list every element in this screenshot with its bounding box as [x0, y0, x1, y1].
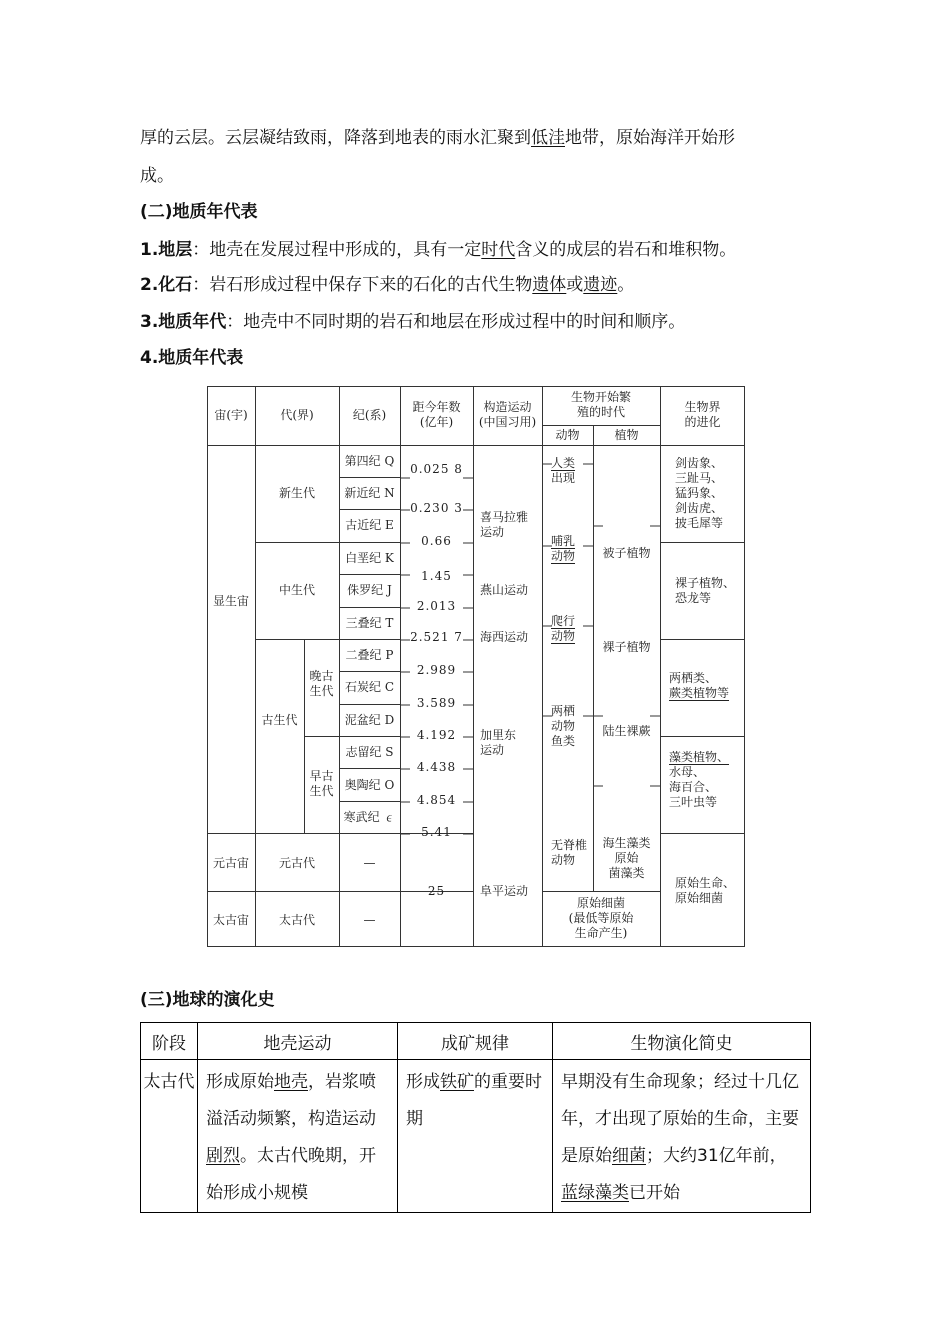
- geo-table-title: 4.地质年代表: [140, 348, 244, 368]
- plant-gymnosperm: 裸子植物: [602, 640, 651, 654]
- text: 形成: [406, 1072, 440, 1092]
- section-heading: (三)地球的演化史: [140, 990, 275, 1010]
- text: 动物: [551, 549, 576, 563]
- text: 剑齿象、: [675, 456, 724, 470]
- text: 运动: [480, 743, 505, 757]
- text: 或: [566, 275, 584, 295]
- header-crust: 地壳运动: [198, 1023, 398, 1060]
- underlined-term: 低洼: [531, 128, 565, 148]
- period-cell: 奥陶纪 O: [344, 778, 395, 792]
- tectonic-caledonian: [480, 728, 516, 758]
- text: 出现: [551, 471, 576, 485]
- header-tectonic: [473, 400, 542, 430]
- text: 殖的时代: [576, 405, 625, 419]
- text: (中国习用): [478, 415, 537, 429]
- period-cell: 三叠纪 T: [345, 616, 394, 630]
- underlined-term: 地壳: [274, 1072, 308, 1092]
- text: 菌藻类: [608, 866, 645, 880]
- text: 披毛犀等: [675, 516, 724, 530]
- cell-bio: [553, 1060, 811, 1213]
- period-cell: 新近纪 N: [344, 486, 395, 500]
- evolution-early-paleozoic: [669, 750, 729, 810]
- era-late-paleozoic: [304, 669, 339, 699]
- text: 人类: [551, 456, 576, 470]
- age-value: 25: [427, 884, 446, 898]
- age-value: 0.230 3: [410, 501, 463, 515]
- era-archean: 太古代: [278, 913, 315, 927]
- era-mesozoic: 中生代: [278, 583, 315, 597]
- text: 原始生命、: [675, 876, 736, 890]
- text: (亿年): [419, 415, 454, 429]
- plant-fern: 陆生裸蕨: [602, 724, 651, 738]
- text: 裸子植物、: [675, 576, 736, 590]
- text: 生代: [309, 784, 334, 798]
- text: 海百合、: [669, 780, 718, 794]
- underlined-term: 细菌: [612, 1146, 646, 1166]
- animal-amphibian: [551, 704, 575, 749]
- term-label: 3.地质年代: [140, 312, 227, 332]
- tectonic-hercynian: 海西运动: [480, 630, 529, 644]
- age-value: 4.438: [416, 760, 457, 774]
- table-row: [141, 1060, 811, 1213]
- text: 运动: [480, 525, 505, 539]
- header-flourish: [542, 390, 660, 420]
- era-early-paleozoic: [304, 769, 339, 799]
- term-label: 2.化石: [140, 275, 193, 295]
- tectonic-fuping: 阜平运动: [480, 884, 529, 898]
- text: ：地壳中不同时期的岩石和地层在形成过程中的时间和顺序。: [226, 312, 686, 332]
- plant-algae: [593, 836, 660, 881]
- underlined-term: 遗迹: [583, 275, 618, 295]
- age-value: 4.854: [416, 793, 457, 807]
- text: ：岩石形成过程中保存下来的石化的古代生物: [192, 275, 533, 295]
- text: 。太古代晚期，开始形成小规模: [206, 1146, 376, 1203]
- evolution-mesozoic: [675, 576, 735, 606]
- text: 形成原始: [206, 1072, 274, 1092]
- period-dash: —: [363, 913, 376, 927]
- text: 已开始: [629, 1183, 680, 1203]
- period-cell: 侏罗纪 J: [347, 583, 392, 597]
- underlined-term: 蓝绿藻类: [561, 1183, 629, 1203]
- text: 猛犸象、: [675, 486, 724, 500]
- definition-fossil: [140, 275, 634, 295]
- header-bio: 生物演化简史: [553, 1023, 811, 1060]
- underlined-term: 时代: [481, 240, 516, 260]
- term-label: 1.地层: [140, 240, 193, 260]
- header-eon: 宙(宇): [214, 408, 248, 422]
- cell-crust: [198, 1060, 398, 1213]
- table-header-row: [141, 1023, 811, 1060]
- text: 海生藻类: [602, 836, 651, 850]
- period-dash: —: [363, 856, 376, 870]
- era-paleozoic: 古生代: [261, 713, 298, 727]
- period-cell: 志留纪 S: [345, 745, 394, 759]
- age-value: 2.521 7: [410, 630, 463, 644]
- text: 生命产生): [574, 926, 628, 940]
- header-age: [400, 400, 473, 430]
- text: 生物界: [684, 400, 721, 414]
- bacteria-origin: [542, 896, 660, 941]
- text: 两栖类、: [669, 671, 718, 685]
- text: 动物: [551, 719, 576, 733]
- text: 三趾马、: [675, 471, 724, 485]
- text: 晚古: [309, 669, 334, 683]
- era-cenozoic: 新生代: [278, 486, 315, 500]
- cell-mineral: [398, 1060, 553, 1213]
- period-cell: 泥盆纪 D: [344, 713, 395, 727]
- text: (最低等原始: [568, 911, 634, 925]
- text: 厚的云层。云层凝结致雨，降落到地表的雨水汇聚到: [140, 128, 531, 148]
- plant-angiosperm: 被子植物: [602, 546, 651, 560]
- animal-fish: 鱼类: [551, 734, 576, 748]
- text: 构造运动: [483, 400, 532, 414]
- text: 蕨类植物等: [669, 686, 730, 700]
- header-plant: 植物: [614, 428, 639, 442]
- cell-stage: 太古代: [141, 1060, 198, 1213]
- header-mineral: 成矿规律: [398, 1023, 553, 1060]
- text: 哺乳: [551, 534, 576, 548]
- header-period: 纪(系): [352, 408, 387, 422]
- text: 早古: [309, 769, 334, 783]
- age-value: 5.41: [421, 825, 452, 839]
- tectonic-yanshan: 燕山运动: [480, 583, 529, 597]
- text: 动物: [551, 629, 576, 643]
- text: ：地壳在发展过程中形成的，具有一定: [192, 240, 482, 260]
- period-cell: 第四纪 Q: [344, 454, 395, 468]
- age-value: 0.66: [421, 534, 452, 548]
- text: 水母、: [669, 765, 706, 779]
- age-value: 0.025 8: [410, 462, 463, 476]
- underlined-term: 遗体: [532, 275, 567, 295]
- evolution-precambrian: [675, 876, 735, 906]
- animal-human: [551, 456, 575, 486]
- age-value: 3.589: [416, 696, 457, 710]
- period-cell: 白垩纪 K: [345, 551, 394, 565]
- text: 距今年数: [412, 400, 461, 414]
- intro-line-1: [140, 128, 735, 148]
- eon-phanerozoic: 显生宙: [212, 594, 249, 608]
- definition-stratum: [140, 240, 736, 260]
- header-evolution: [660, 400, 745, 430]
- text: 恐龙等: [675, 591, 712, 605]
- geologic-time-table: [207, 386, 745, 947]
- text: ，岩浆喷溢活动频繁，构造运动: [206, 1072, 376, 1129]
- period-cell: 寒武纪 ∊: [343, 810, 396, 824]
- animal-mammal: [551, 534, 575, 564]
- text: 加里东: [480, 728, 517, 742]
- text: 生代: [309, 684, 334, 698]
- text: 含义的成层的岩石和堆积物。: [515, 240, 737, 260]
- section-heading: (二)地质年代表: [140, 202, 258, 222]
- age-value: 2.013: [416, 599, 457, 613]
- text: ；大约31亿年前，: [646, 1146, 787, 1166]
- eon-archean: 太古宙: [212, 913, 249, 927]
- text: 的重要时期: [406, 1072, 542, 1129]
- underlined-term: 剧烈: [206, 1146, 240, 1166]
- text: 早期没有生命现象；经过十几亿年，才出现了原始的生命，主要是原始: [561, 1072, 799, 1166]
- eon-proterozoic: 元古宙: [212, 856, 249, 870]
- text: 生物开始繁: [570, 390, 631, 404]
- text: 爬行: [551, 614, 576, 628]
- earth-evolution-table: [140, 1022, 811, 1213]
- text: 三叶虫等: [669, 795, 718, 809]
- text: 原始细菌: [675, 891, 724, 905]
- text: 原始细菌: [576, 896, 625, 910]
- text: 两栖: [551, 704, 576, 718]
- definition-geologic-time: [140, 312, 685, 332]
- header-era: 代(界): [280, 408, 314, 422]
- text: 动物: [551, 853, 576, 867]
- text: 原始: [614, 851, 639, 865]
- header-animal: 动物: [555, 428, 580, 442]
- era-proterozoic: 元古代: [278, 856, 315, 870]
- age-value: 1.45: [421, 569, 452, 583]
- text: 喜马拉雅: [480, 510, 529, 524]
- text: 藻类植物、: [669, 750, 730, 764]
- animal-reptile: [551, 614, 575, 644]
- text: 。: [617, 275, 635, 295]
- underlined-term: 铁矿: [440, 1072, 474, 1092]
- intro-line-2: 成。: [140, 166, 174, 186]
- period-cell: 石炭纪 C: [345, 680, 394, 694]
- text: 地带，原始海洋开始形: [565, 128, 735, 148]
- evolution-late-paleozoic: [669, 671, 729, 701]
- period-cell: 古近纪 E: [345, 518, 394, 532]
- text: 的进化: [684, 415, 721, 429]
- tectonic-himalaya: [480, 510, 528, 540]
- age-value: 2.989: [416, 663, 457, 677]
- text: 无脊椎: [551, 838, 588, 852]
- header-stage: 阶段: [141, 1023, 198, 1060]
- animal-invertebrate: [551, 838, 587, 868]
- period-cell: 二叠纪 P: [345, 648, 394, 662]
- text: 剑齿虎、: [675, 501, 724, 515]
- evolution-cenozoic: [675, 456, 723, 531]
- age-value: 4.192: [416, 728, 457, 742]
